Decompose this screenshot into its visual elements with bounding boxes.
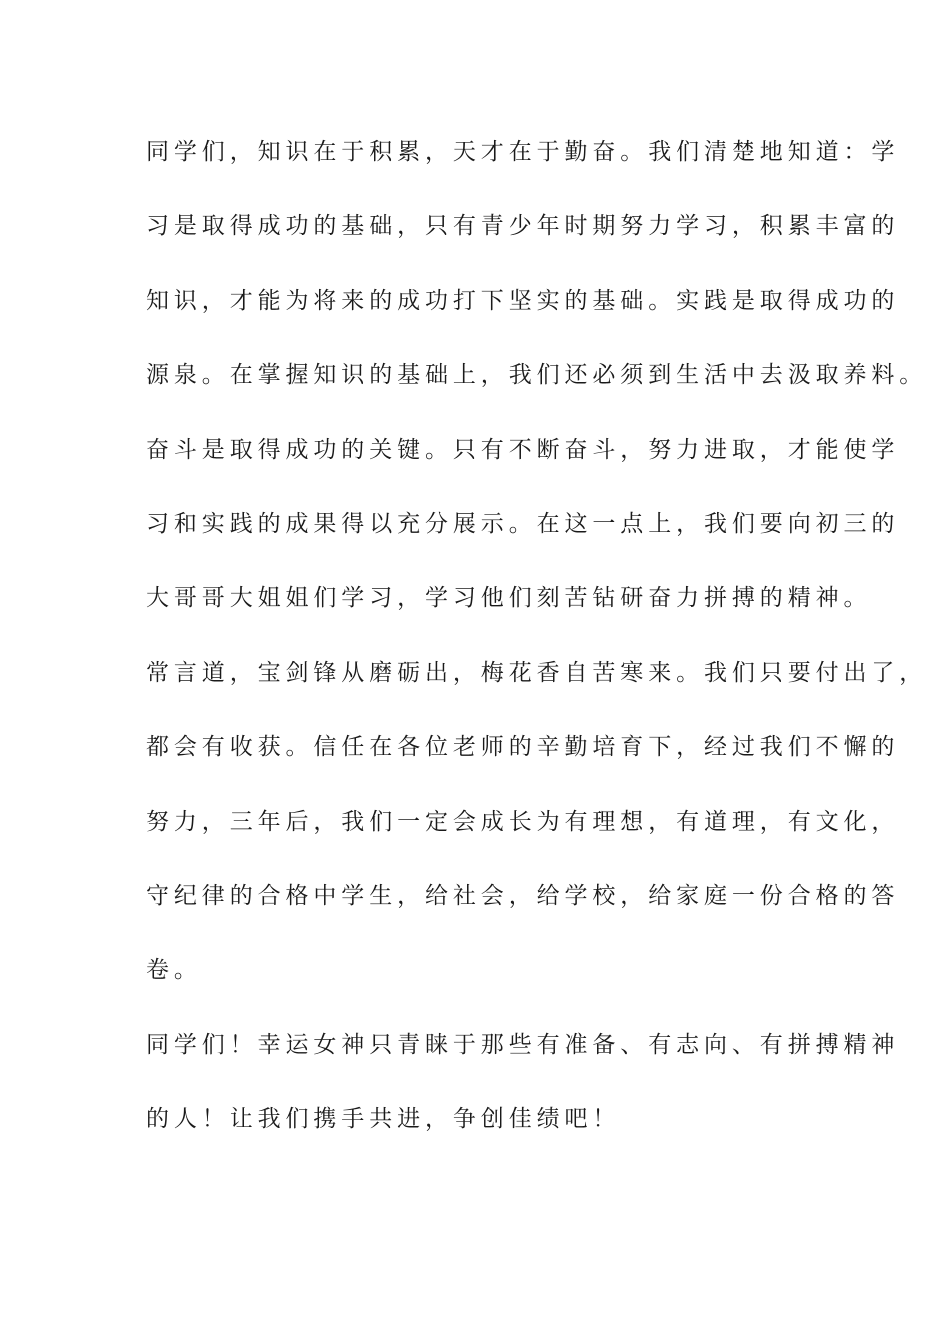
- text-line: 同学们！幸运女神只青睐于那些有准备、有志向、有拼搏精神: [146, 1031, 900, 1058]
- text-line: 习和实践的成果得以充分展示。在这一点上，我们要向初三的: [146, 510, 900, 537]
- text-line: 的人！让我们携手共进，争创佳绩吧！: [146, 1106, 621, 1133]
- text-line: 大哥哥大姐姐们学习，学习他们刻苦钻研奋力拼搏的精神。: [146, 585, 872, 612]
- text-line: 常言道，宝剑锋从磨砺出，梅花香自苦寒来。我们只要付出了，: [146, 659, 928, 686]
- text-line: 习是取得成功的基础，只有青少年时期努力学习，积累丰富的: [146, 213, 900, 240]
- text-line: 源泉。在掌握知识的基础上，我们还必须到生活中去汲取养料。: [146, 362, 928, 389]
- text-line: 知识，才能为将来的成功打下坚实的基础。实践是取得成功的: [146, 287, 900, 314]
- text-line: 同学们，知识在于积累，天才在于勤奋。我们清楚地知道：学: [146, 139, 900, 165]
- text-line: 奋斗是取得成功的关键。只有不断奋斗，努力进取，才能使学: [146, 436, 900, 463]
- text-line: 守纪律的合格中学生，给社会，给学校，给家庭一份合格的答: [146, 882, 900, 909]
- document-body: [146, 126, 928, 1167]
- text-line: 都会有收获。信任在各位老师的辛勤培育下，经过我们不懈的: [146, 734, 900, 761]
- text-line: 努力，三年后，我们一定会成长为有理想，有道理，有文化，: [146, 808, 900, 835]
- text-line: 卷。: [146, 957, 202, 984]
